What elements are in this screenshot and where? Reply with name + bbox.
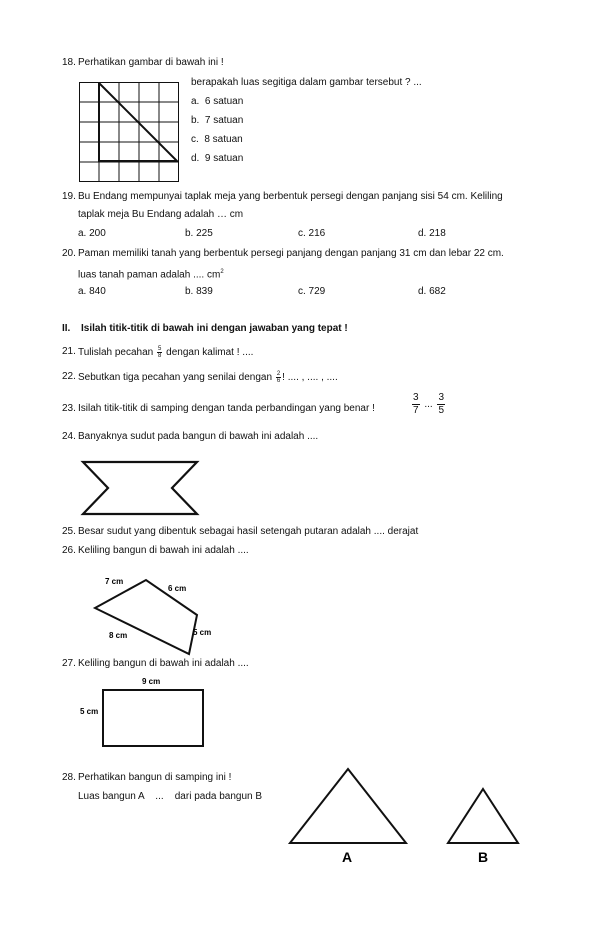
q18-option-c-letter: c. — [191, 134, 199, 145]
q19-line1: Bu Endang mempunyai taplak meja yang berbentuk persegi dengan panjang sisi 54 cm. Keliling — [78, 191, 503, 202]
q26-text: Keliling bangun di bawah ini adalah .... — [78, 545, 249, 556]
q21-numerator: 5 — [158, 346, 162, 352]
q23-denominator-1: 7 — [413, 405, 419, 416]
q21-text — [78, 346, 253, 359]
q18-option-a-text: 6 satuan — [204, 96, 244, 107]
q28-line1: Perhatikan bangun di samping ini ! — [78, 772, 232, 783]
q24-bowtie-figure — [80, 460, 200, 516]
section2-title: Isilah titik-titik di bawah ini dengan jawaban yang tepat ! — [81, 323, 348, 334]
q22-fraction — [276, 371, 281, 384]
q23-numerator-2: 3 — [438, 392, 445, 403]
q21-fraction — [157, 346, 162, 359]
q24-number: 24. — [62, 431, 76, 442]
q23-text: Isilah titik-titik di samping dengan tanda perbandingan yang benar ! — [78, 403, 375, 414]
q28-label-b: B — [478, 849, 489, 865]
q27-label-side: 5 cm — [80, 707, 99, 716]
q22-after: ! .... , .... , .... — [282, 372, 338, 384]
q26-label-top-left: 7 cm — [105, 577, 124, 586]
q27-number: 27. — [62, 658, 76, 669]
q21-denominator: 8 — [158, 353, 162, 359]
q18-option-d-letter: d. — [191, 153, 200, 164]
q28-triangle-b — [442, 785, 522, 865]
q18-option-d[interactable] — [191, 153, 243, 165]
q20-superscript: 2 — [220, 269, 224, 275]
q18-grid-figure — [79, 82, 179, 182]
q19-option-b[interactable]: b. 225 — [185, 228, 213, 239]
q28-line2: Luas bangun A ... dari pada bangun B — [78, 791, 263, 802]
q23-denominator-2: 5 — [438, 405, 445, 416]
q23-fraction-1 — [412, 392, 420, 417]
q20-line1: Paman memiliki tanah yang berbentuk persegi panjang dengan panjang 31 cm dan lebar 22 cm. — [78, 248, 504, 259]
q26-quadrilateral-figure — [85, 572, 225, 662]
q18-option-c[interactable] — [191, 134, 243, 146]
q18-option-b[interactable] — [191, 115, 243, 127]
q22-number: 22. — [62, 371, 76, 382]
q21-number: 21. — [62, 346, 76, 357]
q22-numerator: 2 — [276, 371, 281, 377]
q18-option-b-letter: b. — [191, 115, 200, 126]
q18-prompt: Perhatikan gambar di bawah ini ! — [78, 57, 224, 68]
q26-label-top-right: 6 cm — [168, 584, 187, 593]
q19-option-c[interactable]: c. 216 — [298, 228, 326, 239]
q27-rectangle-figure — [78, 674, 213, 752]
q28-number: 28. — [62, 772, 76, 783]
q26-label-bottom-left: 8 cm — [109, 631, 128, 640]
q19-line2: taplak meja Bu Endang adalah … cm — [78, 209, 244, 220]
q22-text — [78, 371, 338, 384]
section2-roman: II. — [62, 323, 71, 334]
q27-label-top: 9 cm — [142, 677, 161, 686]
q20-option-a[interactable]: a. 840 — [78, 286, 106, 297]
q23-comparison — [410, 392, 447, 417]
q18-question: berapakah luas segitiga dalam gambar tersebut ? ... — [191, 77, 422, 88]
q20-option-d[interactable]: d. 682 — [418, 286, 446, 297]
q19-option-a[interactable]: a. 200 — [78, 228, 106, 239]
q19-number: 19. — [62, 191, 76, 202]
q22-before: Sebutkan tiga pecahan yang senilai dengan — [78, 372, 273, 384]
q23-fraction-2 — [437, 392, 445, 417]
q19-option-d[interactable]: d. 218 — [418, 228, 446, 239]
q21-after: dengan kalimat ! .... — [166, 347, 254, 359]
q18-option-b-text: 7 satuan — [204, 115, 244, 126]
q28-label-a: A — [342, 849, 353, 865]
q18-option-d-text: 9 satuan — [204, 153, 244, 164]
q23-numerator-1: 3 — [413, 392, 419, 403]
q18-option-c-text: 8 satuan — [204, 134, 243, 145]
q27-text: Keliling bangun di bawah ini adalah .... — [78, 658, 249, 669]
q23-number: 23. — [62, 403, 76, 414]
q28-triangle-a — [285, 765, 410, 865]
q21-before: Tulislah pecahan — [78, 347, 154, 359]
q26-label-right: 5 cm — [193, 628, 212, 637]
q22-denominator: 6 — [276, 378, 281, 384]
q18-option-a-letter: a. — [191, 96, 200, 107]
q20-option-b[interactable]: b. 839 — [185, 286, 213, 297]
q18-option-a[interactable] — [191, 96, 243, 108]
q25-number: 25. — [62, 526, 76, 537]
q18-number: 18. — [62, 57, 76, 68]
q26-number: 26. — [62, 545, 76, 556]
q20-line2 — [78, 266, 224, 281]
q24-text: Banyaknya sudut pada bangun di bawah ini adalah .... — [78, 431, 319, 442]
q20-option-c[interactable]: c. 729 — [298, 286, 326, 297]
q23-dots: ... — [424, 399, 433, 411]
q20-line2-text: luas tanah paman adalah .... cm — [78, 269, 221, 281]
q20-number: 20. — [62, 248, 76, 259]
q25-text: Besar sudut yang dibentuk sebagai hasil setengah putaran adalah .... derajat — [78, 526, 419, 537]
